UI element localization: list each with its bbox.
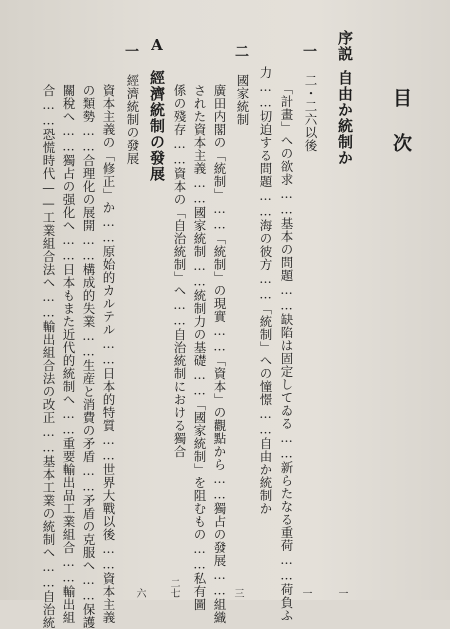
part-a-section-1-title: 經濟統制の發展 xyxy=(125,74,140,165)
page-number-part-a: 二七 xyxy=(168,578,179,598)
part-a-label: A xyxy=(148,36,166,55)
page-number-part-a-section-1: 六 xyxy=(134,588,145,598)
part-a-section-1-number: 一 xyxy=(123,44,139,58)
section-1-line-2: 力……切迫する問題……海の彼方……「統制」への憧憬……自由か統制か xyxy=(258,66,273,515)
part-a-line-4: 合……恐慌時代——工業組合法へ……輸出組合法の改正……基本工業の統制へ……自治統 xyxy=(41,84,56,629)
section-2-line-2: された資本主義……國家統制……統制力の基礎……「國家統制」を阻むもの……私有圖 xyxy=(192,84,207,611)
section-1-number: 一 xyxy=(301,44,317,58)
prologue-heading: 自由か統制か xyxy=(336,70,354,166)
toc-title: 目次 xyxy=(390,88,412,178)
part-a-line-2: の類勢……合理化の展開……構成的失業……生産と消費の矛盾……矛盾の克服へ……保護 xyxy=(81,84,96,629)
section-1-title: 二・二六以後 xyxy=(303,74,318,152)
section-2-number: 二 xyxy=(233,44,249,58)
prologue-label: 序説 xyxy=(336,30,354,62)
page-number-section-2: 三 xyxy=(232,588,243,598)
page-number-heading: 一 xyxy=(336,588,347,598)
section-2-line-3: 係の殘存……資本の「自治統制」へ……自治統制における獨合 xyxy=(172,84,187,458)
section-2-title: 國家統制 xyxy=(235,74,250,126)
part-a-heading: 經濟統制の發展 xyxy=(148,70,166,182)
section-2-line-1: 廣田内閣の「統制」……「統制」の現實……「資本」の觀點から……獨占の發展……組織 xyxy=(212,84,227,624)
section-1-line-1: 「計畫」への欲求……基本の問題……缺陷は固定してゐる……新らたなる重荷……荷負ふ xyxy=(279,82,294,622)
part-a-line-3: 關稅へ……獨占の强化へ……日本もまた近代的統制へ……重要輸出品工業組合……輸出組 xyxy=(61,84,76,624)
part-a-line-1: 資本主義の「修正」か……原始的カルテル……日本的特質……世界大戰以後……資本主義 xyxy=(101,84,116,624)
page-number-section-1: 一 xyxy=(300,588,311,598)
